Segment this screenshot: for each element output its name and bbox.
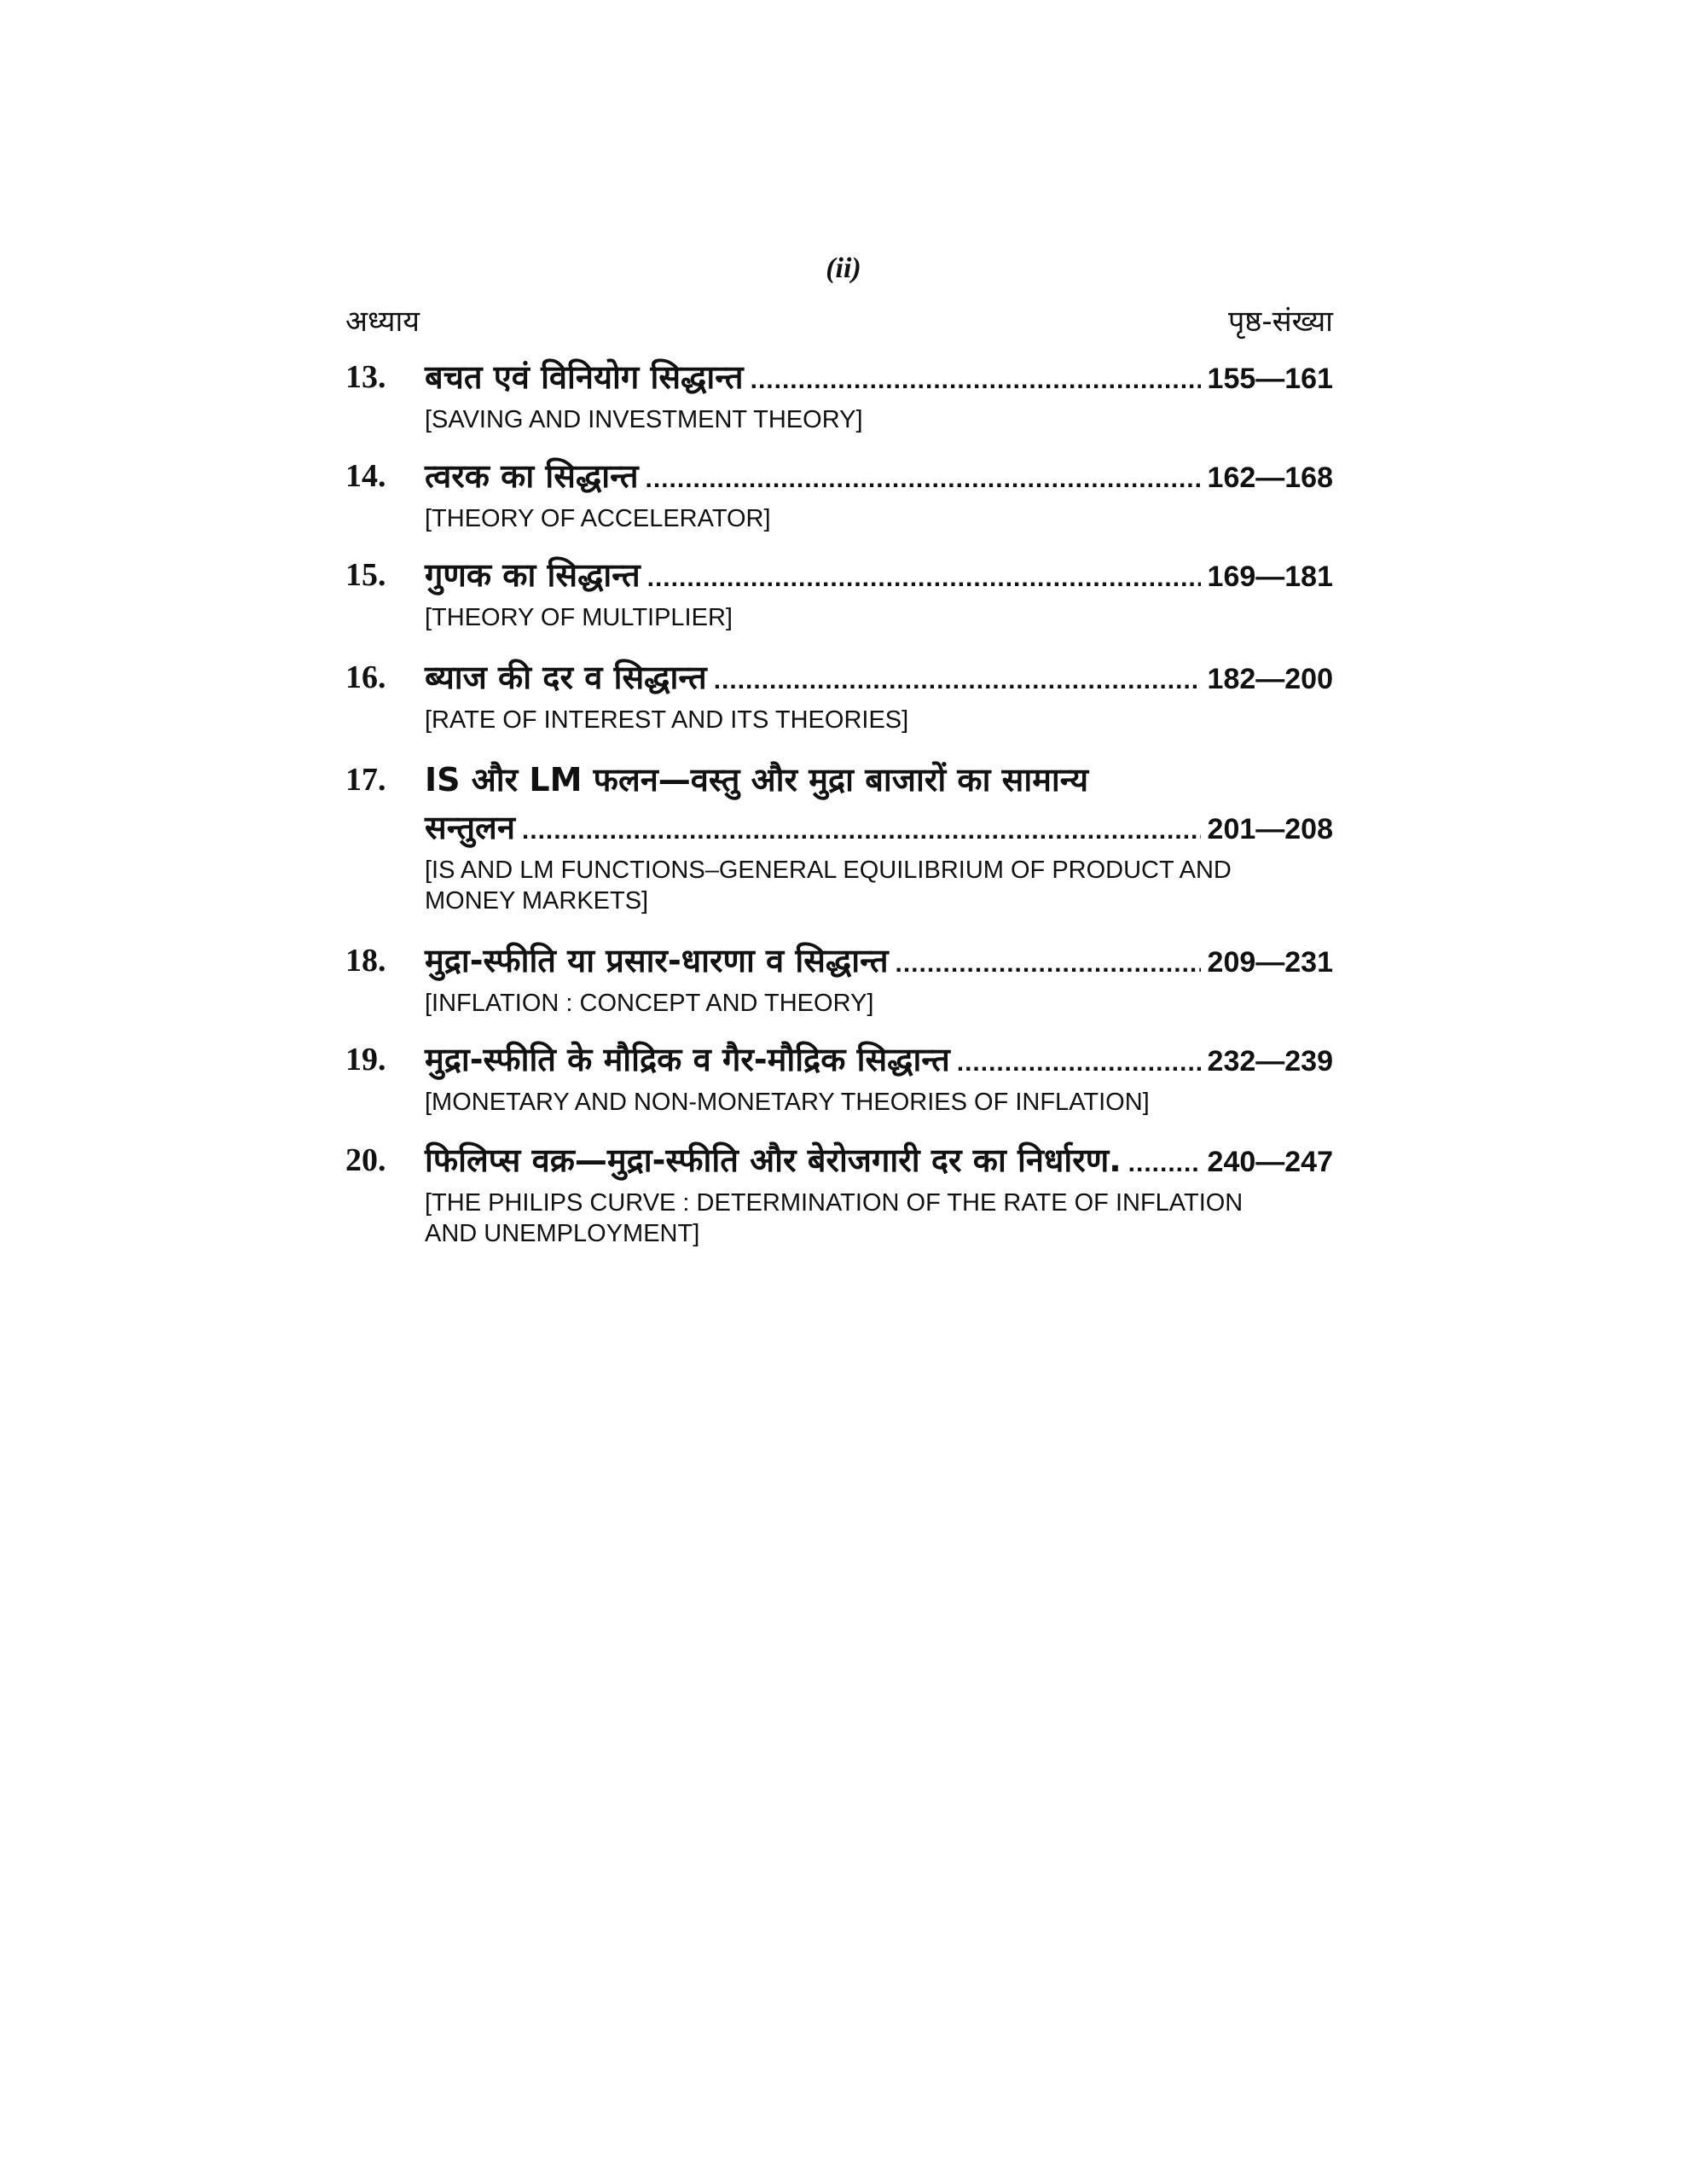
chapter-subtitle: [THEORY OF MULTIPLIER] <box>425 604 733 631</box>
chapter-number: 20. <box>345 1142 386 1178</box>
dot-leader <box>714 657 1201 705</box>
chapter-number: 19. <box>345 1042 386 1077</box>
toc-entry <box>345 653 1333 735</box>
chapter-subtitle: [IS AND LM FUNCTIONS–GENERAL EQUILIBRIUM OF PRODUCT AND MONEY MARKETS] <box>425 857 1232 915</box>
toc-entry <box>345 452 1333 534</box>
chapter-title-line1: IS और LM फलन—वस्तु और मुद्रा बाजारों का सामान्य <box>425 761 1089 799</box>
chapter-title: गुणक का सिद्धान्त <box>425 556 641 594</box>
page-range: 209—231 <box>1207 946 1333 979</box>
chapter-column-label: अध्याय <box>345 305 420 339</box>
chapter-subtitle: [RATE OF INTEREST AND ITS THEORIES] <box>425 706 909 734</box>
dot-leader <box>1128 1140 1201 1188</box>
toc-entry <box>345 756 1333 916</box>
dot-leader <box>647 555 1201 602</box>
chapter-number: 13. <box>345 359 386 395</box>
table-of-contents <box>345 300 1333 1263</box>
chapter-subtitle: [SAVING AND INVESTMENT THEORY] <box>425 406 863 433</box>
dot-leader <box>751 357 1201 404</box>
chapter-number: 16. <box>345 659 386 695</box>
chapter-title: सन्तुलन <box>425 809 515 846</box>
chapter-subtitle: [THE PHILIPS CURVE : DETERMINATION OF THE RATE OF INFLATION AND UNEMPLOYMENT] <box>425 1189 1244 1247</box>
toc-entry <box>345 1036 1333 1118</box>
chapter-title: फिलिप्स वक्र—मुद्रा-स्फीति और बेरोजगारी दर का निर्धारण. <box>425 1141 1122 1179</box>
toc-entry <box>345 353 1333 435</box>
chapter-number: 18. <box>345 943 386 979</box>
chapter-number: 15. <box>345 557 386 593</box>
toc-entry <box>345 1136 1333 1249</box>
chapter-subtitle: [THEORY OF ACCELERATOR] <box>425 505 771 532</box>
chapter-number: 17. <box>345 762 386 798</box>
page-range: 155—161 <box>1207 363 1333 395</box>
dot-leader <box>957 1039 1201 1087</box>
page-column-label: पृष्ठ-संख्या <box>1227 305 1333 339</box>
toc-entry <box>345 937 1333 1019</box>
page-range: 232—239 <box>1207 1045 1333 1077</box>
page-range: 169—181 <box>1207 561 1333 593</box>
dot-leader <box>896 940 1201 988</box>
page-number: (ii) <box>826 253 861 284</box>
chapter-subtitle: [INFLATION : CONCEPT AND THEORY] <box>425 990 874 1017</box>
toc-header <box>345 300 1333 353</box>
dot-leader <box>522 807 1201 855</box>
chapter-number: 14. <box>345 458 386 494</box>
toc-entry <box>345 551 1333 633</box>
page-range: 162—168 <box>1207 462 1333 494</box>
chapter-title: मुद्रा-स्फीति के मौद्रिक व गैर-मौद्रिक सिद्धान्त <box>425 1041 950 1078</box>
page-range: 182—200 <box>1207 663 1333 695</box>
chapter-title: मुद्रा-स्फीति या प्रसार-धारणा व सिद्धान्त <box>425 942 889 979</box>
dot-leader <box>646 456 1201 503</box>
chapter-title: ब्याज की दर व सिद्धान्त <box>425 659 707 696</box>
chapter-subtitle: [MONETARY AND NON-MONETARY THEORIES OF INFLATION] <box>425 1089 1150 1116</box>
chapter-title: त्वरक का सिद्धान्त <box>425 457 639 495</box>
page-range: 201—208 <box>1207 813 1333 845</box>
page-range: 240—247 <box>1207 1146 1333 1178</box>
chapter-title: बचत एवं विनियोग सिद्धान्त <box>425 358 744 396</box>
